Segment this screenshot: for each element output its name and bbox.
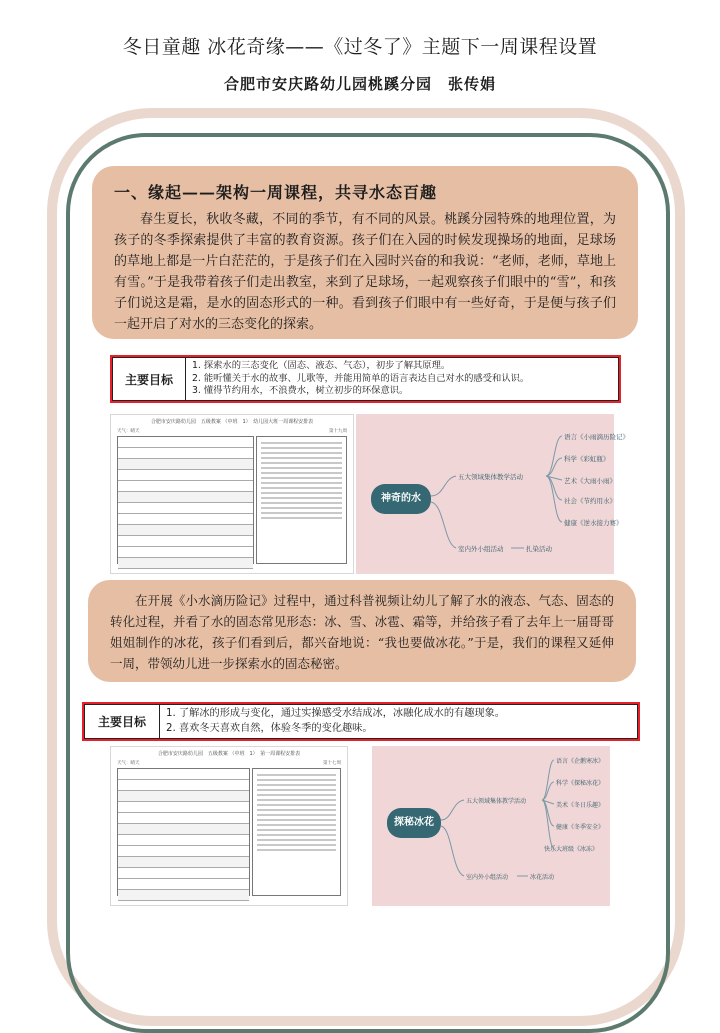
extension-panel [88,580,636,682]
page-title: 冬日童趣 冰花奇缘——《过冬了》主题下一周课程设置 [122,36,598,58]
mindmap-leaf: 健康《冬季安全》 [556,824,605,831]
schedule-week: 第十九周 [329,429,347,434]
goal-item: 2. 能听懂关于水的故事、儿歌等，并能用简单的语言表达自己对水的感受和认识。 [192,372,530,384]
mindmap-2 [372,746,610,906]
goal-item: 3. 懂得节约用水，不浪费水，树立初步的环保意识。 [192,385,409,397]
origin-paragraph: 春生夏长，秋收冬藏，不同的季节，有不同的风景。桃蹊分园特殊的地理位置，为孩子的冬季探索提供了丰富的教育资源。孩子们在入园的时候发现操场的地面，足球场的草地上都是一片白茫茫的，于是孩子们在入园时兴奋的和我说：“老师，老师，草地上有雪。”于是我带着孩子们走出教室，来到了足球场，一起观察孩子们眼中的“雪”，和孩子们说这是霜，是水的固态形式的一种。看到孩子们眼中有一些好奇，于是便与孩子们一起开启了对水的三态变化的探索。 [114,212,616,332]
mindmap-center: 探秘冰花 [387,808,441,838]
schedule-week: 第十七周 [323,761,341,766]
schedule-grid [117,768,341,896]
schedule-weather: 天气：晴天 [117,761,140,766]
mindmap-branch: 室内外小组活动 [458,545,504,553]
goals-label: 主要目标 [85,705,160,739]
schedule-meta [117,428,347,434]
schedule-header: 合肥市安庆路幼儿园 五级教案 （中班 1） 第一周课程安排表 [157,751,301,757]
schedule-document-1 [110,414,354,574]
goals-table-1 [110,355,621,403]
origin-panel [92,166,638,339]
goals-items [186,358,619,401]
schedule-meta [117,760,341,766]
goal-item: 2. 喜欢冬天喜欢自然，体验冬季的变化趣味。 [166,722,373,734]
mindmap-center: 神奇的水 [371,484,431,514]
mindmap-leaf: 健康《逆水接力赛》 [564,519,623,527]
extension-paragraph: 在开展《小水滴历险记》过程中，通过科普视频让幼儿了解了水的液态、气态、固态的转化过程，并看了水的固态常见形态：冰、雪、冰雹、霜等，并给孩子看了去年上一届哥哥姐姐制作的冰花，孩子们看到后，都兴奋地说：“我也要做冰花。”于是，我们的课程又延伸一周，带领幼儿进一步探索水的固态秘密。 [110,593,614,671]
mindmap-branch: 五大领域集体教学活动 [458,473,523,481]
goals-label: 主要目标 [113,358,186,401]
schedule-weather: 天气：晴天 [117,429,140,434]
goals-table-2 [82,702,640,741]
mindmap-branch: 室内外小组活动 [466,874,509,881]
section-heading: 一、缘起——架构一周课程，共寻水态百趣 [114,183,438,202]
mindmap-leaf: 科学《探秘冰花》 [556,780,605,787]
mindmap-leaf: 语言《小雨滴历险记》 [564,433,629,441]
schedule-document-2 [110,746,348,906]
goal-item: 1. 探索水的三态变化（固态、液态、气态），初步了解其原理。 [192,360,451,372]
mindmap-leaf: 快乐大班级《冰冻》 [544,846,599,853]
mindmap-leaf: 扎染活动 [526,545,552,553]
schedule-table [117,768,250,896]
schedule-grid [117,436,347,564]
mindmap-leaf: 科学《彩虹瓶》 [564,455,610,463]
goal-item: 1. 了解冰的形成与变化，通过实操感受水结成冰，冰融化成水的有趣现象。 [166,708,505,719]
mindmap-leaf: 冰花活动 [530,874,555,881]
goals-items [160,705,638,739]
mindmap-leaf: 社会《节约用水》 [564,497,616,505]
mindmap-leaf: 语言《企鹅寒冰》 [556,758,605,765]
mindmap-branch: 五大领域集体教学活动 [466,798,527,805]
schedule-header: 合肥市安庆路幼儿园 五级教案 （中班 1） 幼儿园大班一周课程安排表 [150,419,314,425]
schedule-notes [256,436,347,564]
author-line: 合肥市安庆路幼儿园桃蹊分园 张传娟 [223,75,496,93]
mindmap-1 [356,414,629,574]
mindmap-leaf: 美术《冬日乐趣》 [556,802,605,809]
mindmap-leaf: 艺术《大雨小雨》 [564,477,616,485]
schedule-table [117,436,254,564]
schedule-notes [252,768,341,896]
